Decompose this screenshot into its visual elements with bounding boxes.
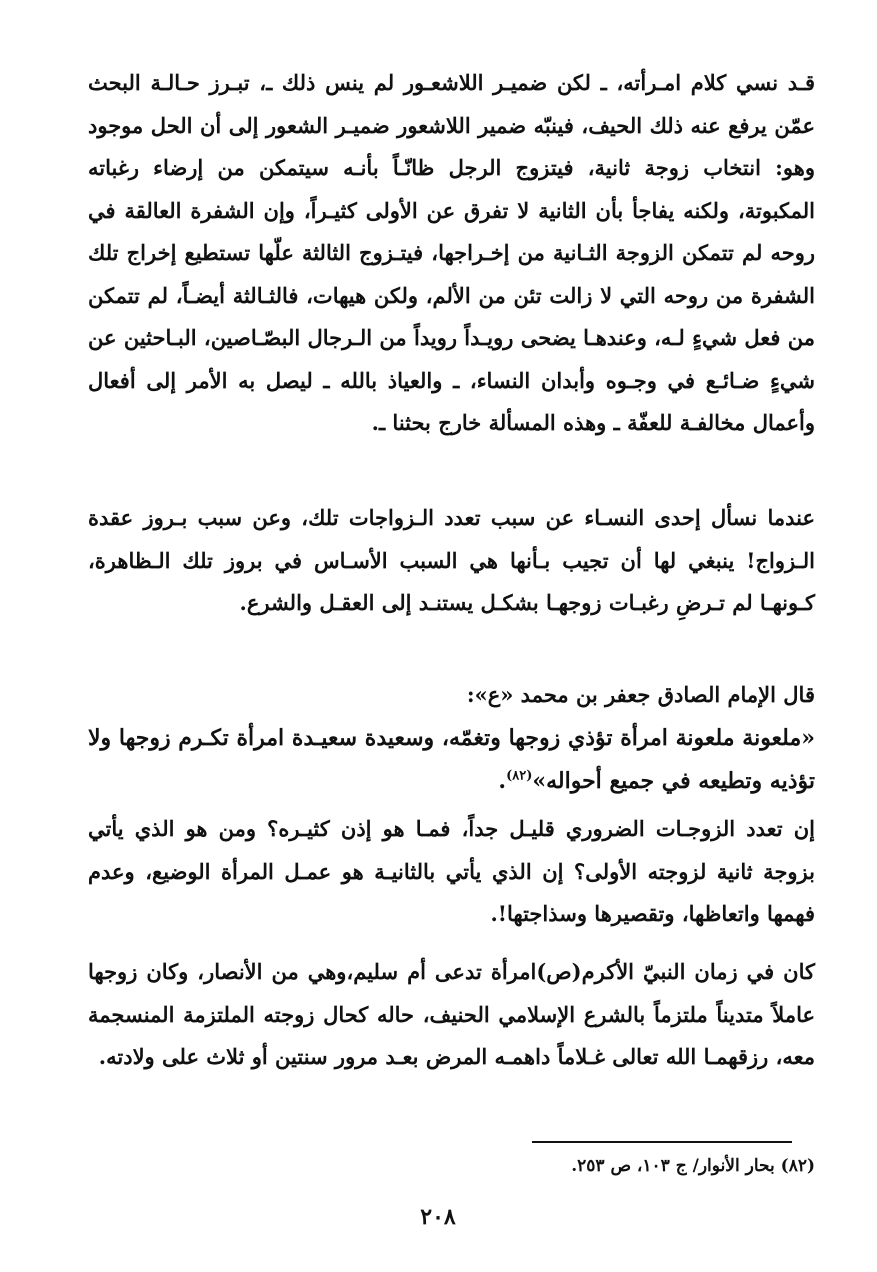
paragraph-4: كان في زمان النبيّ الأكرم(ص)امرأة تدعى أم سليم،وهي من الأنصار، وكان زوجها عاملاً متديناً ملتزماً بالشرع الإسلامي الحنيف، حاله كحال زوجته الملتزمة المنسجمة معه، رزقهمـا الله تعالى غـلاماً داهمـه المرض بعـد مرور سنتين أو ثلاث على ولادته. [88, 959, 815, 1069]
paragraph-3: إن تعدد الزوجـات الضروري قليـل جداً، فمـا هو إذن كثيـره؟ ومن هو الذي يأتي بزوجة ثانية لزوجته الأولى؟ إن الذي يأتي بالثانيـة هو عمـل المرأة الوضيع، وعدم فهمها واتعاظها، وتقصيرها وسذاجتها!. [88, 816, 815, 926]
footnote-divider [532, 1141, 792, 1143]
hadith-quote: «ملعونة ملعونة امرأة تؤذي زوجها وتغمّه، وسعيدة سعيـدة امرأة تكـرم زوجها ولا تؤذيه وتطيعه في جميع أحواله»$^{(٨٢)}$. [88, 725, 815, 794]
footnote-reference: (٨٢) [506, 768, 533, 784]
hadith-quote-text: «ملعونة ملعونة امرأة تؤذي زوجها وتغمّه، وسعيدة سعيـدة امرأة تكـرم زوجها ولا تؤذيه وتطيعه في جميع أحواله» [88, 725, 815, 794]
page-number: ٢٠٨ [420, 1204, 456, 1230]
quote-attribution: قال الإمام الصادق جعفر بن محمد «ع»: [466, 682, 815, 707]
footnote: (٨٢) بحار الأنوار/ ج ١٠٣، ص ٢٥٣. [571, 1156, 815, 1176]
paragraph-1: قـد نسي كلام امـرأته، ـ لكن ضميـر اللاشعـور لم ينس ذلك ـ، تبـرز حـالـة البحث عمّن يرفع عنه ذلك الحيف، فينبّه ضمير اللاشعور ضميـر الشعور إلى أن الحل موجود وهو: انتخاب زوجة ثانية، فيتزوج الرجل ظانّـاً بأنـه سيتمكن من إرضاء رغباته المكبوتة، ولكنه يفاجأ بأن الثانية لا تفرق عن الأولى كثيـراً، وإن الشفرة العالقة في روحه لم تتمكن الزوجة الثـانية من إخـراجها، فيتـزوج الثالثة علّها تستطيع إخراج تلك الشفرة من روحه التي لا زالت تئن من الألم، ولكن هيهات، فالثـالثة أيضـاً، لم تتمكن من فعل شيءٍ لـه، وعندهـا يضحى رويـداً رويداً من الـرجال البصّـاصين، البـاحثين عن شيءٍ ضـائـع في وجـوه وأبدان النساء، ـ والعياذ بالله ـ ليصل به الأمر إلى أفعال وأعمال مخالفـة للعفّة ـ وهذه المسألة خارج بحثنا ـ. [88, 70, 815, 435]
paragraph-2: عندما نسأل إحدى النسـاء عن سبب تعدد الـزواجات تلك، وعن سبب بـروز عقدة الـزواج! ينبغي لها أن تجيب بـأنها هي السبب الأسـاس في بروز تلك الـظاهرة، كـونهـا لم تـرضِ رغبـات زوجهـا بشكـل يستنـد إلى العقـل والشرع. [88, 505, 815, 615]
